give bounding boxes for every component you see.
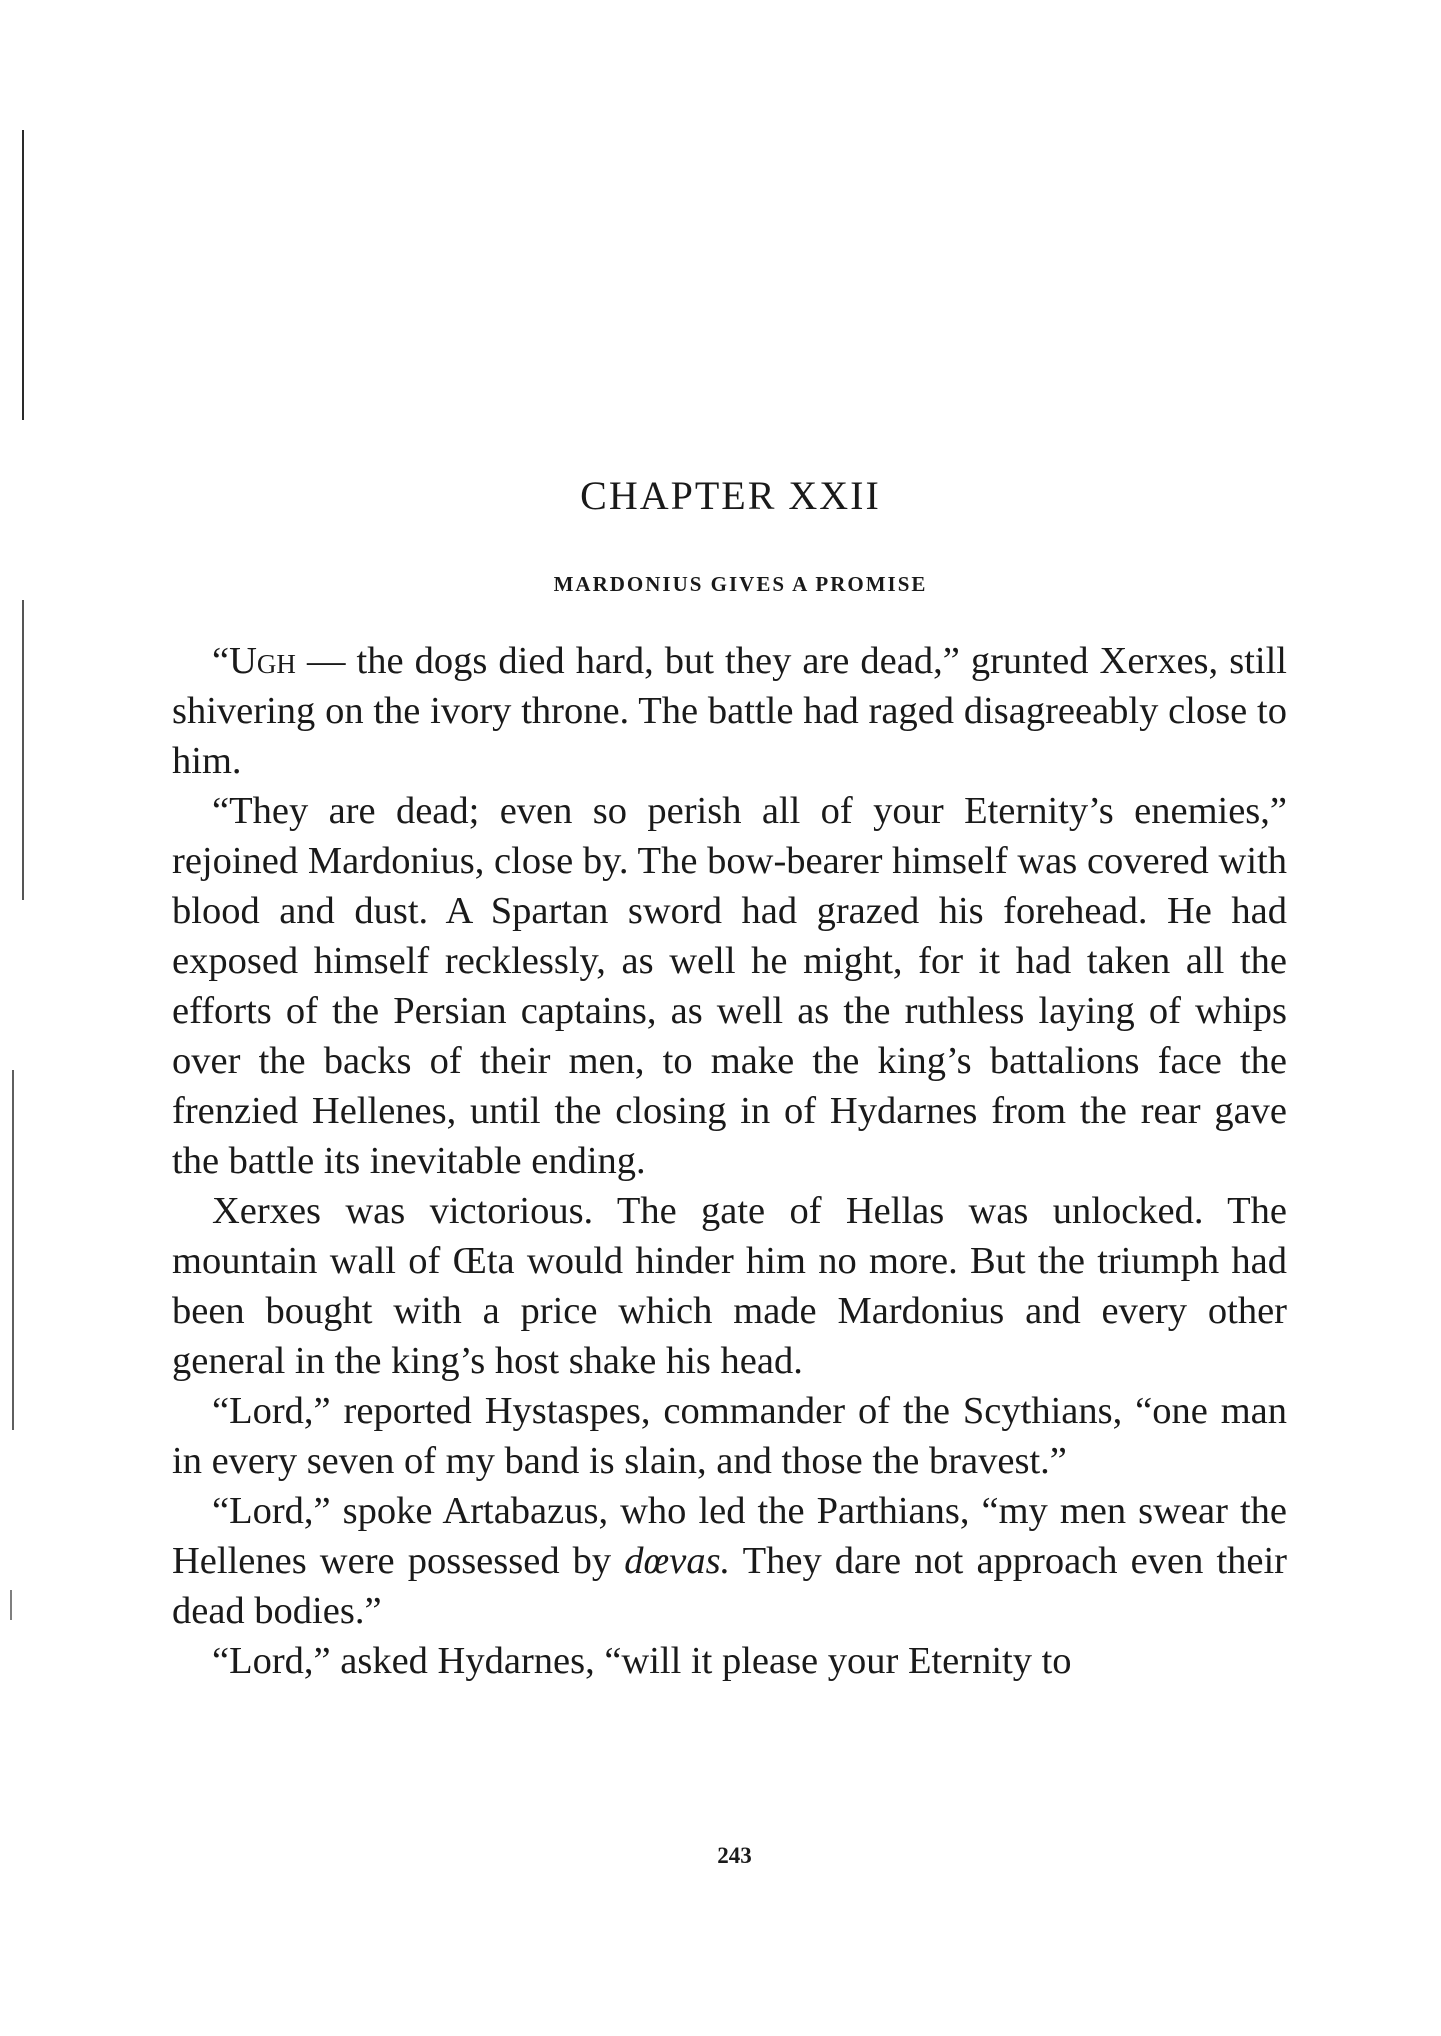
paragraph-5 (172, 1486, 1287, 1636)
chapter-subtitle: MARDONIUS GIVES A PROMISE (553, 572, 928, 596)
scan-margin-line (10, 1590, 12, 1620)
paragraph-5-italic: dœvas. (624, 1540, 731, 1582)
scan-margin-line (12, 1070, 14, 1430)
paragraph-1: “Ugh — the dogs died hard, but they are dead,” grunted Xerxes, still shivering on the ivory throne. The battle had raged disagreeably close to him. (172, 640, 1287, 782)
paragraph-1-text: — the dogs died hard, but they are dead,” grunted Xerxes, still shivering on the ivory throne. The battle had raged disagreeably close to him. (172, 640, 1287, 782)
body-text (172, 636, 1287, 1686)
opening-word: Ugh (229, 640, 296, 682)
paragraph-6: “Lord,” asked Hydarnes, “will it please your Eternity to (212, 1640, 1072, 1682)
page-number: 243 (717, 1843, 752, 1868)
scan-margin-line (22, 600, 24, 900)
paragraph-5-text-b: They dare not approach even their dead bodies.” (172, 1540, 1287, 1632)
scan-margin-line (22, 130, 24, 420)
paragraph-4: “Lord,” reported Hystaspes, commander of the Scythians, “one man in every seven of my band is slain, and those the bravest.” (172, 1390, 1287, 1482)
paragraph-2: “They are dead; even so perish all of your Eternity’s enemies,” rejoined Mardonius, close by. The bow-bearer himself was covered with blood and dust. A Spartan sword had grazed his forehead. He had exposed himself recklessly, as well he might, for it had taken all the efforts of the Persian captains, as well as the ruthless laying of whips over the backs of their men, to make the king’s battalions face the frenzied Hellenes, until the closing in of Hydarnes from the rear gave the battle its inevitable ending. (172, 790, 1287, 1182)
paragraph-5-text-a: “Lord,” spoke Artabazus, who led the Parthians, “my men swear the Hellenes were possessed by (172, 1490, 1287, 1582)
paragraph-3: Xerxes was victorious. The gate of Hellas was unlocked. The mountain wall of Œta would hinder him no more. But the triumph had been bought with a price which made Mardonius and every other general in the king’s host shake his head. (172, 1190, 1287, 1382)
chapter-title: CHAPTER XXII (580, 473, 881, 518)
